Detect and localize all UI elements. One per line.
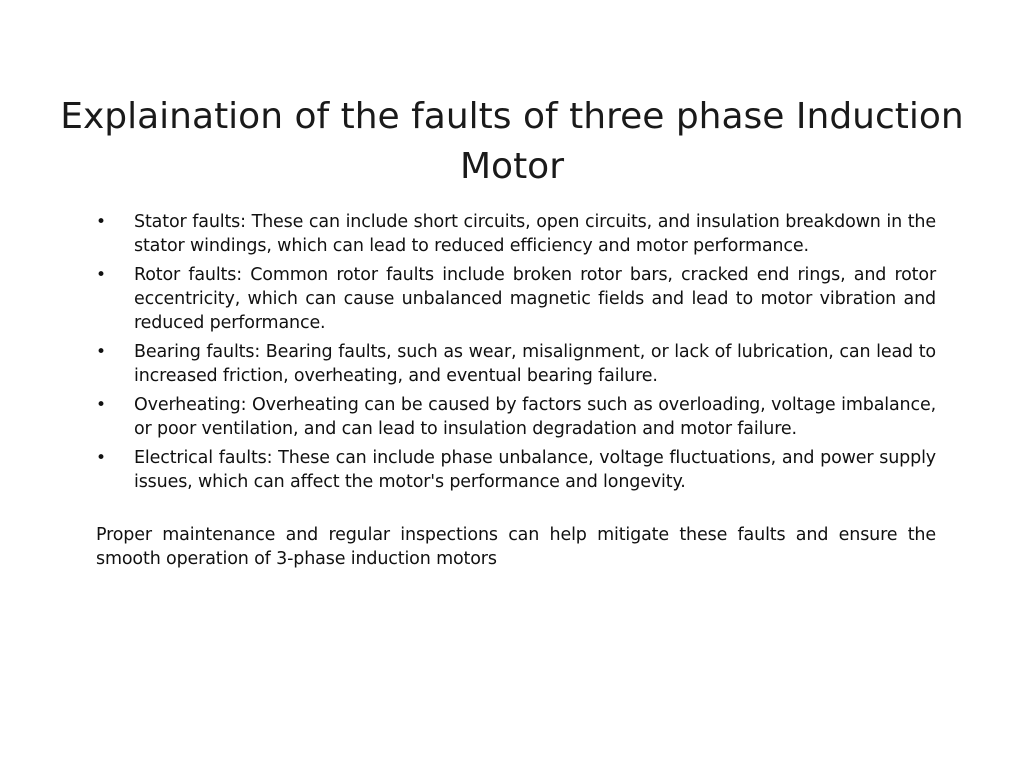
bullet-text: Rotor faults: Common rotor faults include broken rotor bars, cracked end rings, and rotor eccentricity, which can cause unbalanced magnetic fields and lead to motor vibration and reduced performance. <box>134 265 936 333</box>
bullet-list <box>96 210 936 494</box>
bullet-dot-icon: • <box>96 212 106 232</box>
bullet-item-rotor-faults <box>96 263 936 335</box>
bullet-dot-icon: • <box>96 342 106 362</box>
bullet-text: Overheating: Overheating can be caused by factors such as overloading, voltage imbalance, or poor ventilation, and can lead to insulation degradation and motor failure. <box>134 395 936 439</box>
bullet-item-overheating <box>96 393 936 441</box>
bullet-dot-icon: • <box>96 395 106 415</box>
closing-paragraph: Proper maintenance and regular inspections can help mitigate these faults and ensure the smooth operation of 3-phase induction motors <box>96 525 936 569</box>
bullet-item-electrical-faults <box>96 446 936 494</box>
bullet-text: Stator faults: These can include short circuits, open circuits, and insulation breakdown in the stator windings, which can lead to reduced efficiency and motor performance. <box>134 212 936 256</box>
bullet-item-stator-faults <box>96 210 936 258</box>
bullet-item-bearing-faults <box>96 340 936 388</box>
slide-content <box>96 210 936 589</box>
bullet-dot-icon: • <box>96 265 106 285</box>
slide-title: Explaination of the faults of three phase Induction Motor <box>60 96 964 187</box>
bullet-text: Electrical faults: These can include phase unbalance, voltage fluctuations, and power supply issues, which can affect the motor's performance and longevity. <box>134 448 936 492</box>
bullet-text: Bearing faults: Bearing faults, such as wear, misalignment, or lack of lubrication, can lead to increased friction, overheating, and eventual bearing failure. <box>134 342 936 386</box>
bullet-dot-icon: • <box>96 448 106 468</box>
